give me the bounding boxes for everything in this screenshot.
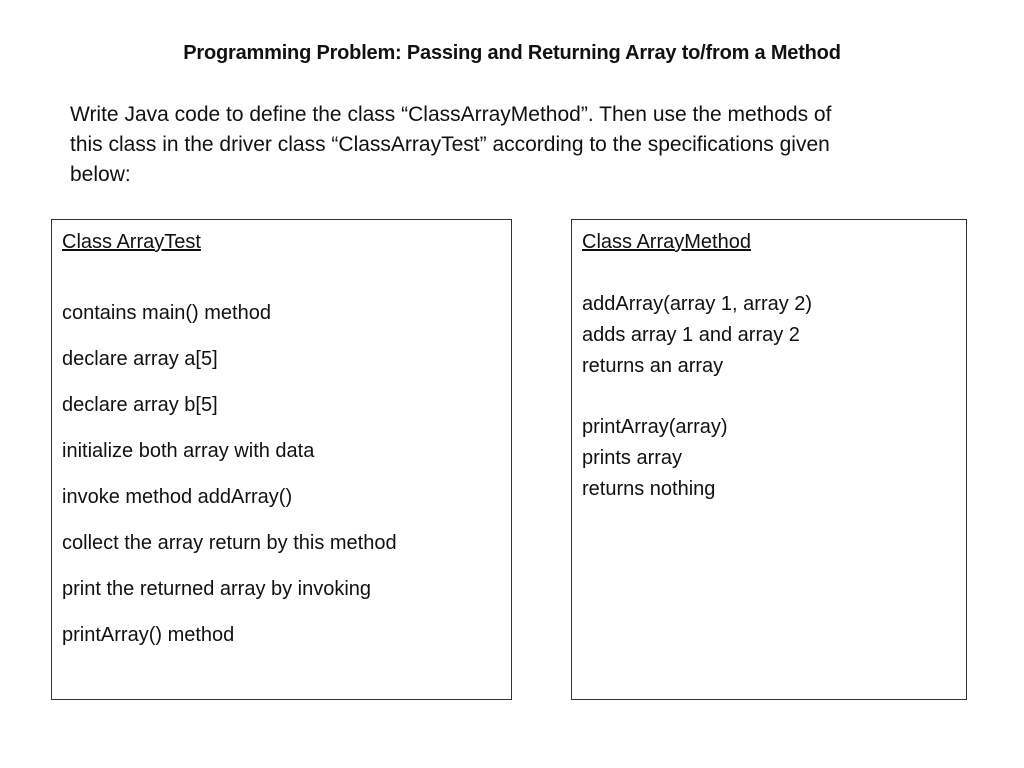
step-item: printArray() method: [62, 624, 235, 646]
method-signature: addArray(array 1, array 2): [582, 293, 813, 315]
array-test-box: [51, 219, 512, 700]
print-array-method-block: [582, 412, 728, 505]
intro-line: Write Java code to define the class “ClassArrayMethod”. Then use the methods of: [70, 103, 832, 126]
method-description: adds array 1 and array 2: [582, 324, 800, 346]
step-item: initialize both array with data: [62, 440, 315, 462]
method-description: prints array: [582, 447, 683, 469]
intro-line: this class in the driver class “ClassArrayTest” according to the specifications given: [70, 133, 830, 156]
step-item: contains main() method: [62, 302, 271, 324]
step-item: declare array a[5]: [62, 348, 218, 370]
array-test-steps: [62, 299, 397, 667]
array-test-heading: Class ArrayTest: [62, 231, 201, 253]
step-item: print the returned array by invoking: [62, 578, 372, 600]
array-method-box: [571, 219, 967, 700]
slide-title: Programming Problem: Passing and Returning Array to/from a Method: [183, 42, 841, 64]
add-array-method-block: [582, 289, 812, 382]
intro-line: below:: [70, 163, 131, 186]
method-return: returns an array: [582, 355, 724, 377]
method-return: returns nothing: [582, 478, 716, 500]
step-item: invoke method addArray(): [62, 486, 293, 508]
method-signature: printArray(array): [582, 416, 728, 438]
intro-paragraph: [70, 100, 950, 190]
step-item: declare array b[5]: [62, 394, 218, 416]
array-method-heading: Class ArrayMethod: [582, 231, 751, 253]
step-item: collect the array return by this method: [62, 532, 397, 554]
